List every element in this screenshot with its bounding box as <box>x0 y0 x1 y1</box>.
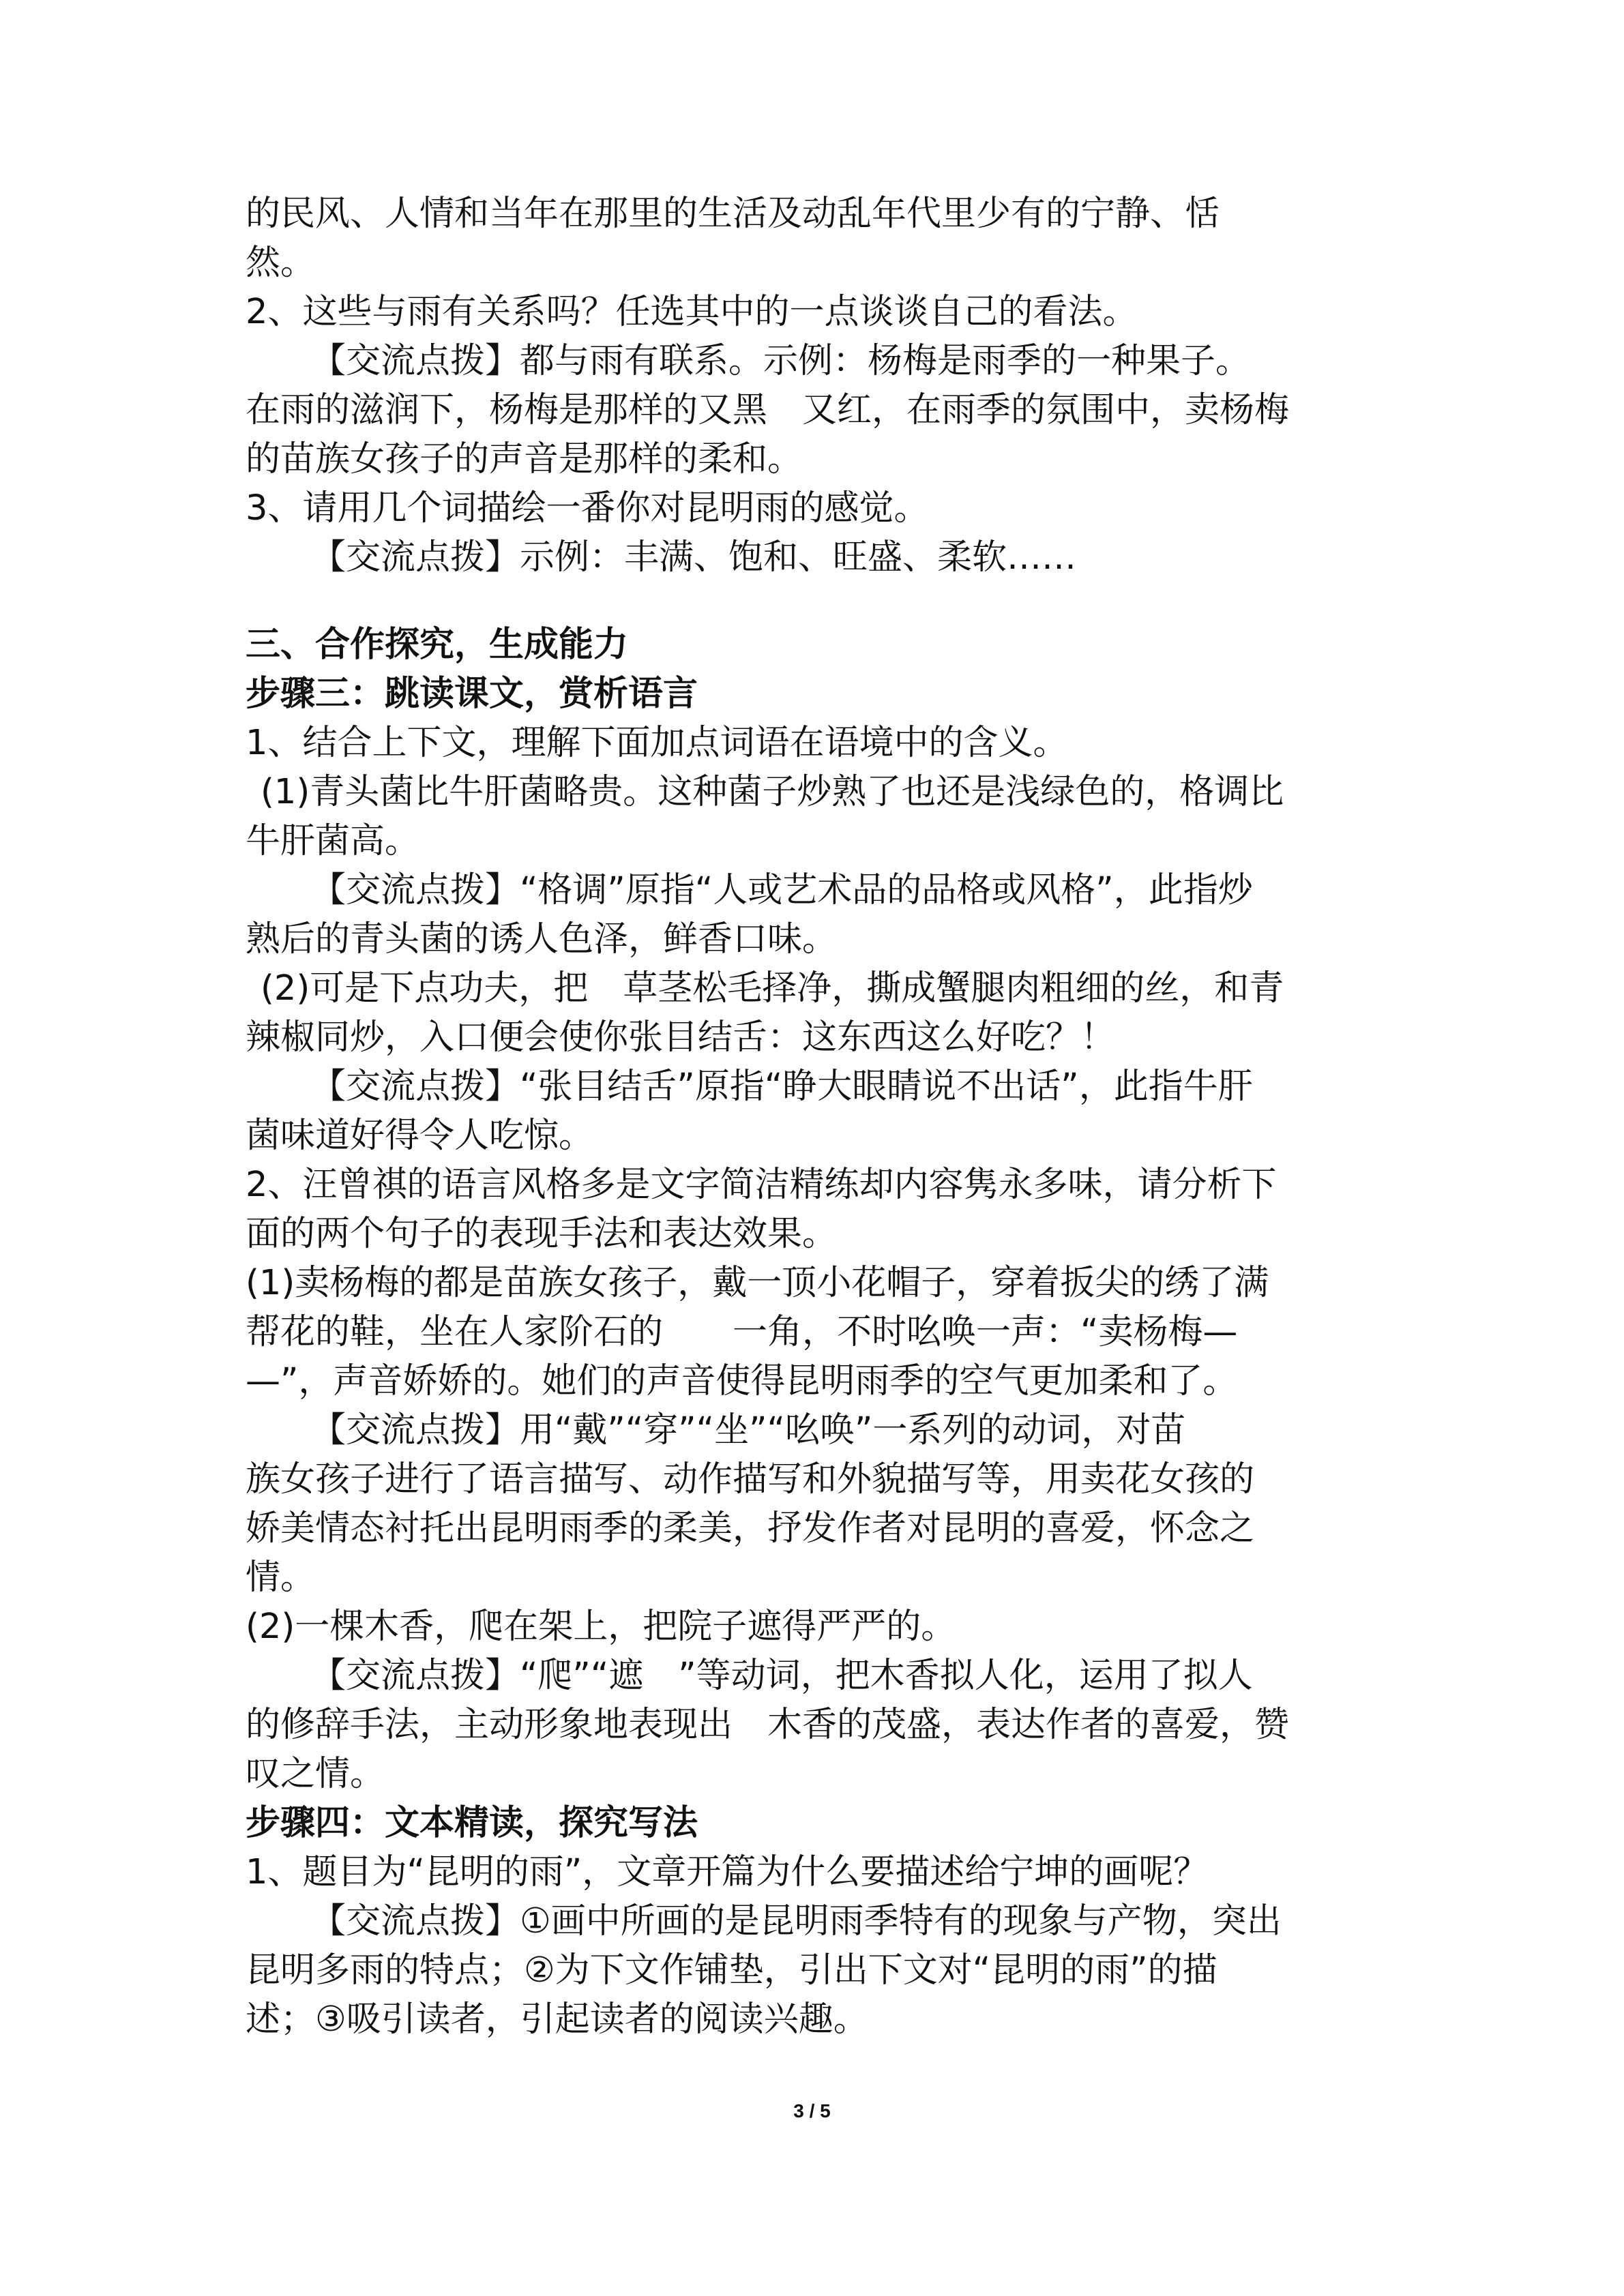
example-sentence: (1)卖杨梅的都是苗族女孩子，戴一顶小花帽子，穿着扳尖的绣了满 <box>246 1263 1269 1303</box>
body-line: 的修辞手法，主动形象地表现出 木香的茂盛，表达作者的喜爱，赞 <box>246 1705 1290 1745</box>
body-line: 然。 <box>246 243 316 283</box>
body-line: 在雨的滋润下，杨梅是那样的又黑 又红，在雨季的氛围中，卖杨梅 <box>246 390 1290 430</box>
body-line: 菌味道好得令人吃惊。 <box>246 1116 594 1156</box>
body-line: 情。 <box>246 1557 316 1598</box>
answer-hint: 【交流点拨】①画中所画的是昆明雨季特有的现象与产物，突出 <box>311 1901 1282 1941</box>
body-line: —”，声音娇娇的。她们的声音使得昆明雨季的空气更加柔和了。 <box>246 1361 1238 1401</box>
question-2: 2、汪曾祺的语言风格多是文字简洁精练却内容隽永多味，请分析下 <box>246 1165 1277 1205</box>
body-line: 族女孩子进行了语言描写、动作描写和外貌描写等，用卖花女孩的 <box>246 1459 1255 1500</box>
body-line: 的苗族女孩子的声音是那样的柔和。 <box>246 439 803 479</box>
section-heading: 三、合作探究，生成能力 <box>246 625 629 665</box>
page-number: 3 / 5 <box>793 2100 831 2121</box>
body-line: 辣椒同炒，入口便会使你张目结舌：这东西这么好吃？！ <box>246 1017 1116 1058</box>
body-line: 叹之情。 <box>246 1754 385 1794</box>
example-sentence: (2)一棵木香，爬在架上，把院子遮得严严的。 <box>246 1607 956 1647</box>
document-body <box>246 190 1405 2044</box>
body-line: 帮花的鞋，坐在人家阶石的 一角，不时吆唤一声：“卖杨梅— <box>246 1312 1238 1352</box>
question-1: 1、结合上下文，理解下面加点词语在语境中的含义。 <box>246 723 1068 763</box>
question-3: 3、请用几个词描绘一番你对昆明雨的感觉。 <box>246 488 929 528</box>
example-sentence: (2)可是下点功夫，把 草茎松毛择净，撕成蟹腿肉粗细的丝，和青 <box>261 968 1284 1009</box>
question-1: 1、题目为“昆明的雨”，文章开篇为什么要描述给宁坤的画呢？ <box>246 1852 1209 1892</box>
body-line: 牛肝菌高。 <box>246 821 420 861</box>
section-gap <box>246 582 1405 621</box>
answer-hint: 【交流点拨】“张目结舌”原指“睁大眼睛说不出话”，此指牛肝 <box>311 1067 1253 1107</box>
body-line: 娇美情态衬托出昆明雨季的柔美，抒发作者对昆明的喜爱，怀念之 <box>246 1508 1255 1549</box>
body-line: 述；③吸引读者，引起读者的阅读兴趣。 <box>246 1999 868 2040</box>
answer-hint: 【交流点拨】“格调”原指“人或艺术品的品格或风格”，此指炒 <box>311 870 1253 910</box>
question-2: 2、这些与雨有关系吗？任选其中的一点谈谈自己的看法。 <box>246 292 1138 332</box>
body-line: 熟后的青头菌的诱人色泽，鲜香口味。 <box>246 919 838 959</box>
body-line: 的民风、人情和当年在那里的生活及动乱年代里少有的宁静、恬 <box>246 194 1220 234</box>
step-heading: 步骤四：文本精读，探究写法 <box>246 1803 698 1843</box>
body-line: 面的两个句子的表现手法和表达效果。 <box>246 1214 838 1254</box>
body-line: 昆明多雨的特点；②为下文作铺垫，引出下文对“昆明的雨”的描 <box>246 1950 1217 1991</box>
answer-hint: 【交流点拨】“爬”“遮 ”等动词，把木香拟人化，运用了拟人 <box>311 1656 1253 1696</box>
example-sentence: (1)青头菌比牛肝菌略贵。这种菌子炒熟了也还是浅绿色的，格调比 <box>261 772 1284 812</box>
answer-hint: 【交流点拨】用“戴”“穿”“坐”“吆唤”一系列的动词，对苗 <box>311 1410 1186 1450</box>
step-heading: 步骤三：跳读课文，赏析语言 <box>246 674 698 714</box>
answer-hint: 【交流点拨】示例：丰满、饱和、旺盛、柔软…… <box>311 537 1077 578</box>
answer-hint: 【交流点拨】都与雨有联系。示例：杨梅是雨季的一种果子。 <box>311 341 1251 381</box>
